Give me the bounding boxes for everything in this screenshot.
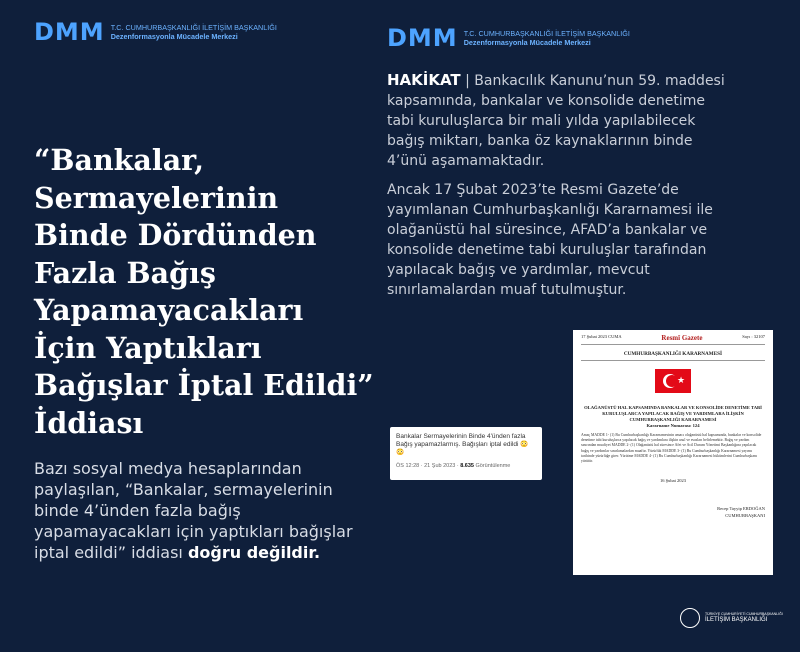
gazette-signer: Recep Tayyip ERDOĞAN	[717, 506, 765, 512]
footer-line2: İLETİŞİM BAŞKANLIĞI	[705, 617, 768, 623]
gazette-sign-date: 16 Şubat 2023	[659, 478, 686, 484]
dmm-logo-line2: Dezenformasyonla Mücadele Merkezi	[110, 32, 238, 41]
dmm-logo-mark: DMM	[34, 18, 105, 46]
tweet-text: Bankalar Sermayelerinin Binde 4'ünden fazla Bağış yapamazlarmış. Bağışları iptal edildi 😳😳	[396, 433, 529, 456]
tweet-views-count: 8.635	[460, 463, 474, 469]
fact-text-1: Bankacılık Kanunu’nun 59. maddesi kapsamında, bankalar ve konsolide denetime tabi kuruluşlarca bir mali yılda yapılabilecek bağış miktarı, banka öz kaynaklarının binde 4’ünü aşamamaktadır.	[387, 73, 725, 169]
gazette-signature	[581, 505, 765, 519]
fact-paragraph-1	[387, 70, 727, 171]
dmm-logo-line1: T.C. CUMHURBAŞKANLIĞI İLETİŞİM BAŞKANLIĞI	[463, 29, 630, 38]
turkish-flag-icon: ★	[655, 369, 691, 393]
tweet-timestamp: ÖS 12:28 · 21 Şub 2023 ·	[396, 463, 461, 469]
iletisim-logo	[680, 608, 783, 628]
gazette-signer-title: CUMHURBAŞKANI	[725, 513, 765, 519]
fact-tag: HAKİKAT	[387, 71, 461, 89]
dmm-logo-mark: DMM	[387, 24, 458, 52]
presidency-seal-icon	[680, 608, 700, 628]
fact-separator: |	[460, 73, 475, 89]
fact-paragraph-2: Ancak 17 Şubat 2023’te Resmi Gazete’de yayımlanan Cumhurbaşkanlığı Kararnamesi ile olağanüstü hal süresince, AFAD’a bankalar ve konsolide denetime tabi kuruluşlar tarafından yapılacak bağış ve yardımlar, mevcut sınırlamalardan muaf tutulmuştur.	[387, 182, 713, 298]
iletisim-logo-text	[705, 612, 783, 624]
gazette-header	[581, 334, 765, 345]
dmm-logo-text	[464, 29, 630, 47]
dmm-logo-line1: T.C. CUMHURBAŞKANLIĞI İLETİŞİM BAŞKANLIĞI	[110, 23, 277, 32]
claim-heading: “Bankalar, Sermayelerinin Binde Dördünden Fazla Bağış Yapamayacakları İçin Yaptıkları Bağışlar İptal Edildi” İddiası	[34, 143, 374, 440]
gazette-title: OLAĞANÜSTÜ HAL KAPSAMINDA BANKALAR VE KONSOLİDE DENETİME TABİ KURULUŞLARCA YAPILACAK BAĞIŞ VE YARDIMLARA İLİŞKİN CUMHURBAŞKANLIĞI KARARNAMESİ	[584, 405, 762, 422]
gazette-date: 17 Şubat 2023 CUMA	[581, 334, 622, 339]
dmm-logo-line2: Dezenformasyonla Mücadele Merkezi	[463, 38, 591, 47]
summary-text: Bazı sosyal medya hesaplarından paylaşılan, “Bankalar, sermayelerinin binde 4’ünden fazla bağış yapamayacakları için yaptıkları bağışlar iptal edildi” iddiası	[34, 459, 353, 562]
summary-verdict: doğru değildir.	[187, 543, 321, 562]
claim-summary	[34, 458, 354, 563]
dmm-logo-right	[387, 24, 630, 52]
tweet-views-label: Görüntülenme	[473, 463, 511, 469]
gazette-name: Resmî Gazete	[661, 334, 703, 342]
gazette-section: CUMHURBAŞKANLIĞI KARARNAMESİ	[581, 351, 765, 361]
gazette-number: Kararname Numarası: 124	[646, 423, 700, 428]
gazette-issue: Sayı : 32107	[742, 334, 765, 339]
tweet-meta	[396, 463, 536, 469]
tweet-screenshot	[390, 427, 542, 480]
footer-line1: TÜRKİYE CUMHURİYETİ CUMHURBAŞKANLIĞI	[705, 612, 783, 616]
gazette-body: Amaç MADDE 1- (1) Bu Cumhurbaşkanlığı Kararnamesinin amacı olağanüstü hal kapsamında, bankalar ve konsolide denetime tabi kuruluşlarca yapılacak bağış ve yardımlara ilişkin usul ve esasları belirlemektir. Bağış ve yardım sınırından muafiyet MADDE 2- (1) Olağanüstü hal süresince Afet ve Acil Durum Yönetimi Başkanlığına yapılacak bağış ve yardımlar sınırlamalardan muaftır. Yürürlük MADDE 3- (1) Bu Cumhurbaşkanlığı Kararnamesi yayımı tarihinde yürürlüğe girer. Yürütme MADDE 4- (1) Bu Cumhurbaşkanlığı Kararnamesi hükümlerini Cumhurbaşkanı yürütür.	[581, 433, 762, 464]
dmm-logo-left	[34, 18, 277, 46]
gazette-document	[573, 330, 773, 575]
dmm-logo-text	[111, 23, 277, 41]
